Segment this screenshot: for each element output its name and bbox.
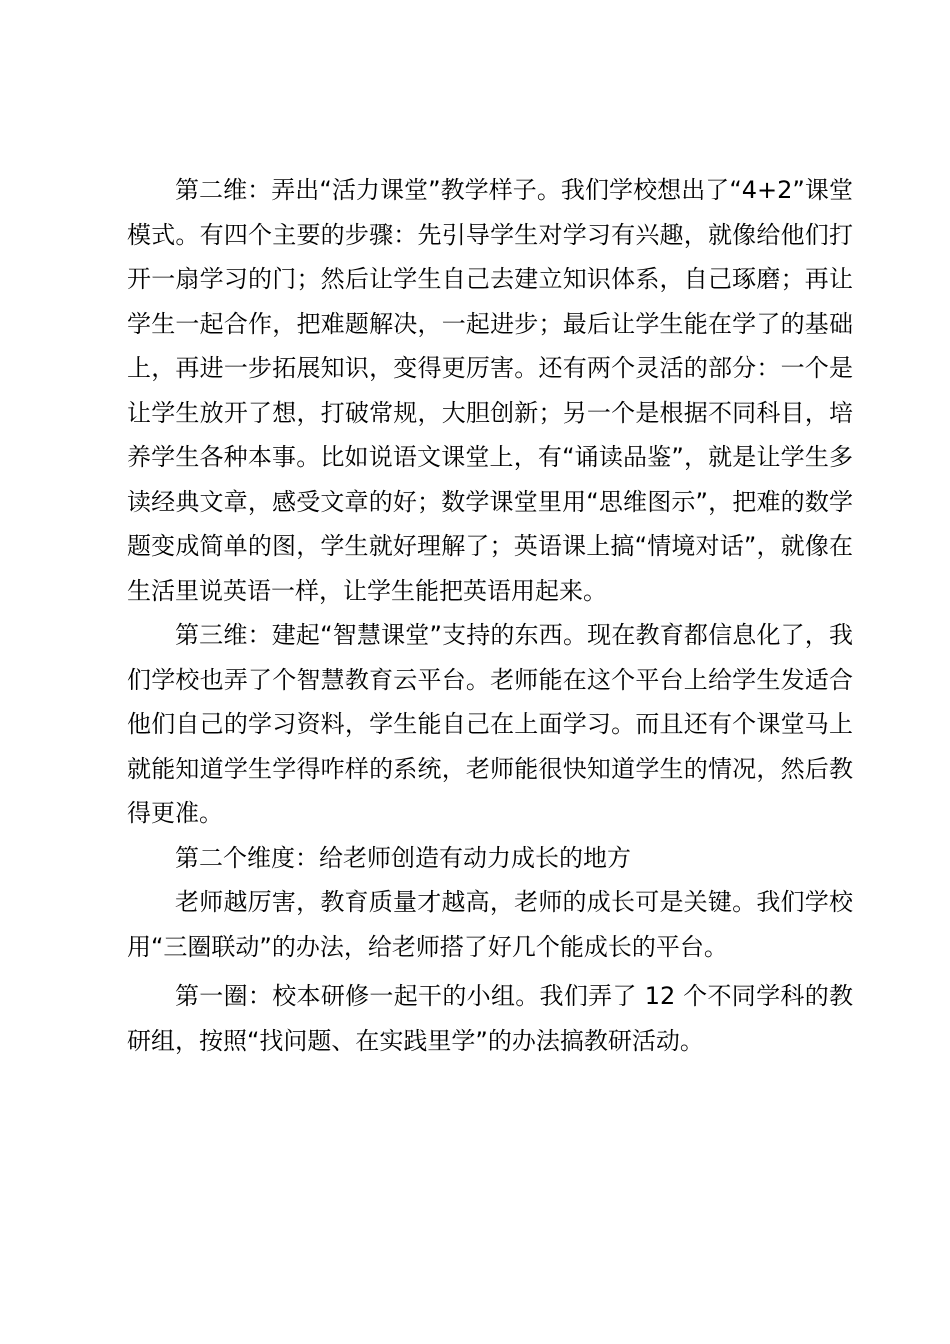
paragraph-teacher-growth-intro: 老师越厉害，教育质量才越高，老师的成长可是关键。我们学校用“三圈联动”的办法，给老师搭了好几个能成长的平台。	[127, 888, 853, 961]
paragraph-dimension-three-smart-classroom: 第三维：建起“智慧课堂”支持的东西。现在教育都信息化了，我们学校也弄了个智慧教育云平台。老师能在这个平台上给学生发适合他们自己的学习资料，学生能自己在上面学习。而且还有个课堂马上就能知道学生学得咋样的系统，老师能很快知道学生的情况，然后教得更准。	[127, 621, 853, 827]
paragraph-circle-one-school-research: 第一圈：校本研修一起干的小组。我们弄了 12 个不同学科的教研组，按照“找问题、在实践里学”的办法搞教研活动。	[127, 982, 853, 1055]
section-heading-teacher-growth: 第二个维度：给老师创造有动力成长的地方	[175, 843, 631, 872]
paragraph-dimension-two-vitality-classroom: 第二维：弄出“活力课堂”教学样子。我们学校想出了“4+2”课堂模式。有四个主要的步骤：先引导学生对学习有兴趣，就像给他们打开一扇学习的门；然后让学生自己去建立知识体系，自己琢磨；再让学生一起合作，把难题解决，一起进步；最后让学生能在学了的基础上，再进一步拓展知识，变得更厉害。还有两个灵活的部分：一个是让学生放开了想，打破常规，大胆创新；另一个是根据不同科目，培养学生各种本事。比如说语文课堂上，有“诵读品鉴”，就是让学生多读经典文章，感受文章的好；数学课堂里用“思维图示”，把难的数学题变成简单的图，学生就好理解了；英语课上搞“情境对话”，就像在生活里说英语一样，让学生能把英语用起来。	[127, 176, 853, 605]
document-body	[127, 168, 853, 1063]
